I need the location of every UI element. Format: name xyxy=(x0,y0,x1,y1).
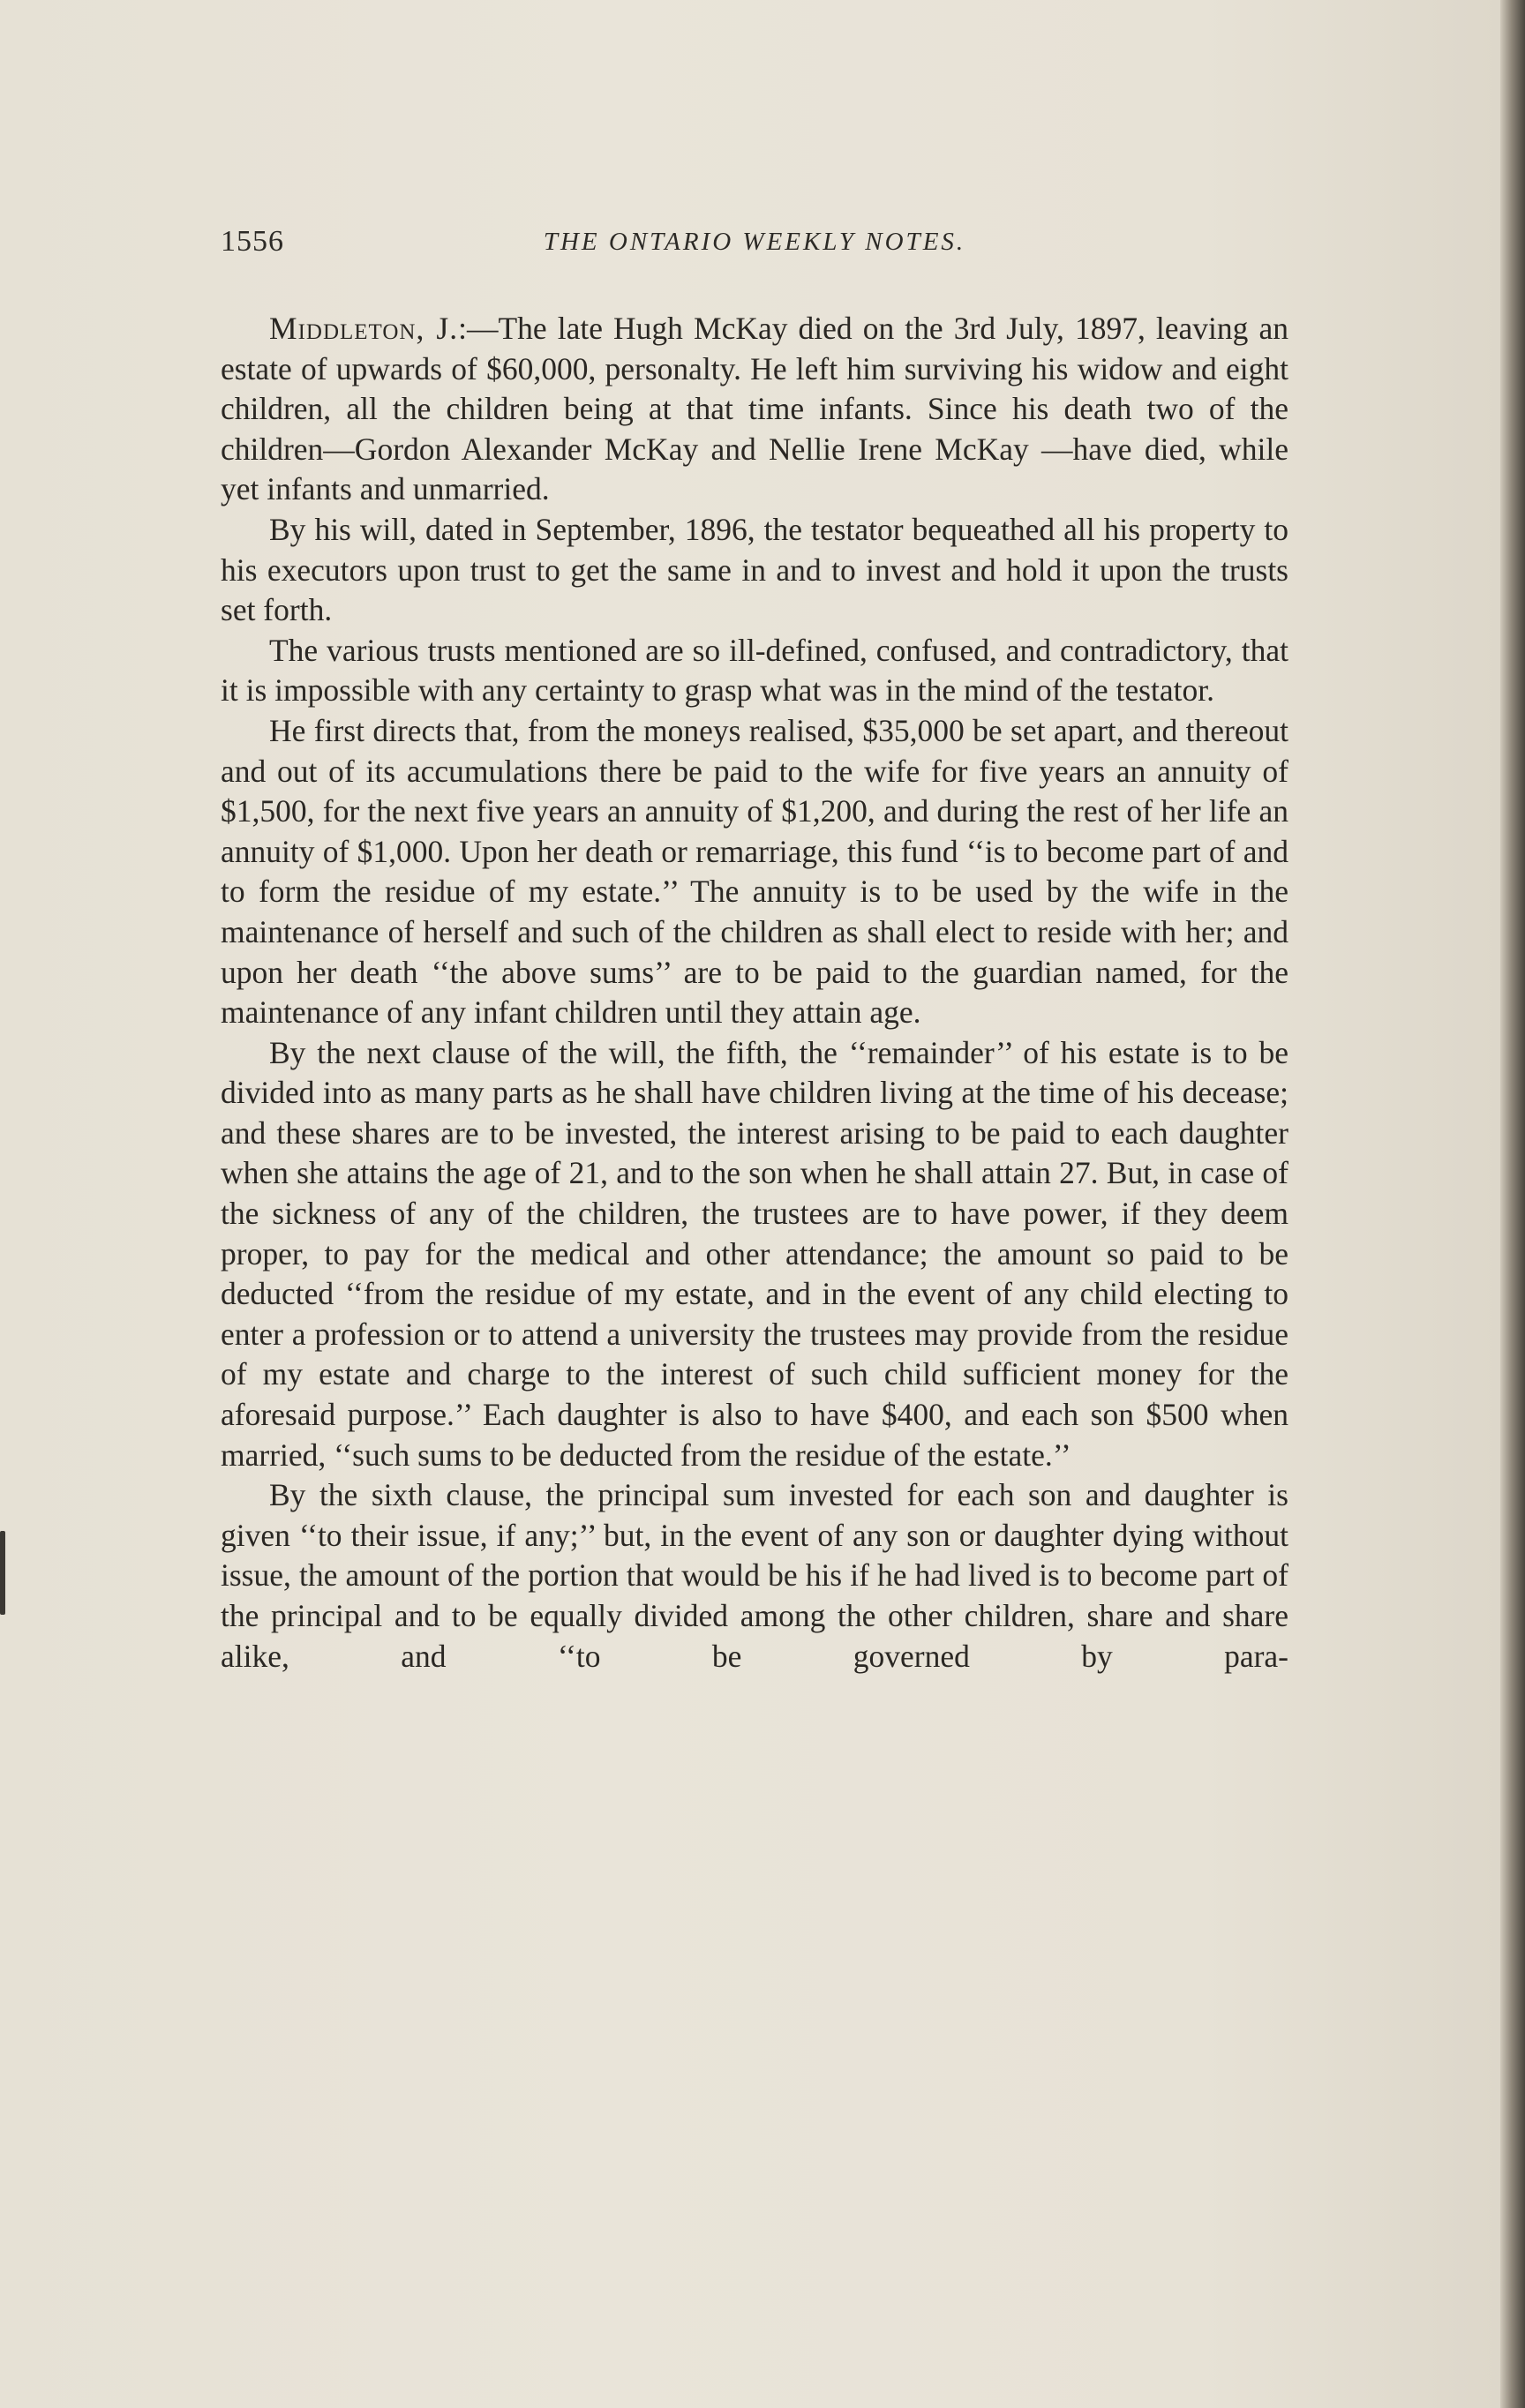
page-number: 1556 xyxy=(221,225,284,258)
paragraph-5: By the next clause of the will, the fifth, the ‘‘remainder’’ of his estate is to be divided into as many parts as he shall have children living at the time of his decease; and these shares are to be invested, the interest arising to be paid to each daughter when she attains the age of 21, and to the son when he shall attain 27. But, in case of the sickness of any of the children, the trustees are to have power, if they deem proper, to pay for the medical and other attendance; the amount so paid to be deducted ‘‘from the residue of my estate, and in the event of any child electing to enter a profession or to attend a university the trustees may provide from the residue of my estate and charge to the interest of such child sufficient money for the aforesaid purpose.’’ Each daughter is also to have $400, and each son $500 when married, ‘‘such sums to be deducted from the residue of the estate.’’ xyxy=(221,1034,1288,1473)
running-title: THE ONTARIO WEEKLY NOTES. xyxy=(543,228,966,256)
body-text xyxy=(221,309,1288,1677)
paragraph-4: He first directs that, from the moneys realised, $35,000 be set apart, and thereout and out of its accumulations there be paid to the wife for five years an annuity of $1,500, for the next five years an annuity of $1,200, and during the rest of her life an annuity of $1,000. Upon her death or remarriage, this fund ‘‘is to become part of and to form the residue of my estate.’’ The annuity is to be used by the wife in the maintenance of herself and such of the children as shall elect to reside with her; and upon her death ‘‘the above sums’’ are to be paid to the guardian named, for the maintenance of any infant children until they attain age. xyxy=(221,712,1288,1031)
paragraph-1 xyxy=(221,309,1288,510)
page-header xyxy=(221,225,1288,269)
judge-name: Middleton, J. xyxy=(269,311,459,346)
page-edge-shadow xyxy=(1500,0,1525,2408)
paragraph-3: The various trusts mentioned are so ill-defined, confused, and contradictory, that it is impossible with any certainty to grasp what was in the mind of the testator. xyxy=(221,632,1288,709)
paragraph-6: By the sixth clause, the principal sum invested for each son and daughter is given ‘‘to their issue, if any;’’ but, in the event of any son or daughter dying without issue, the amount of the portion that would be his if he had lived is to become part of the principal and to be equally divided among the other children, share and share alike, and ‘‘to be governed by para- xyxy=(221,1477,1288,1674)
paragraph-2: By his will, dated in September, 1896, the testator bequeathed all his property to his executors upon trust to get the same in and to invest and hold it upon the trusts set forth. xyxy=(221,511,1288,628)
binding-mark xyxy=(0,1531,5,1615)
paragraph-1-text: :—The late Hugh McKay died on the 3rd July, 1897, leaving an estate of upwards of $60,000, personalty. He left him surviving his widow and eight children, all the children being at that time infants. Since his death two of the children—Gordon Alexander McKay and Nellie Irene McKay —have died, while yet infants and unmarried. xyxy=(221,311,1288,507)
